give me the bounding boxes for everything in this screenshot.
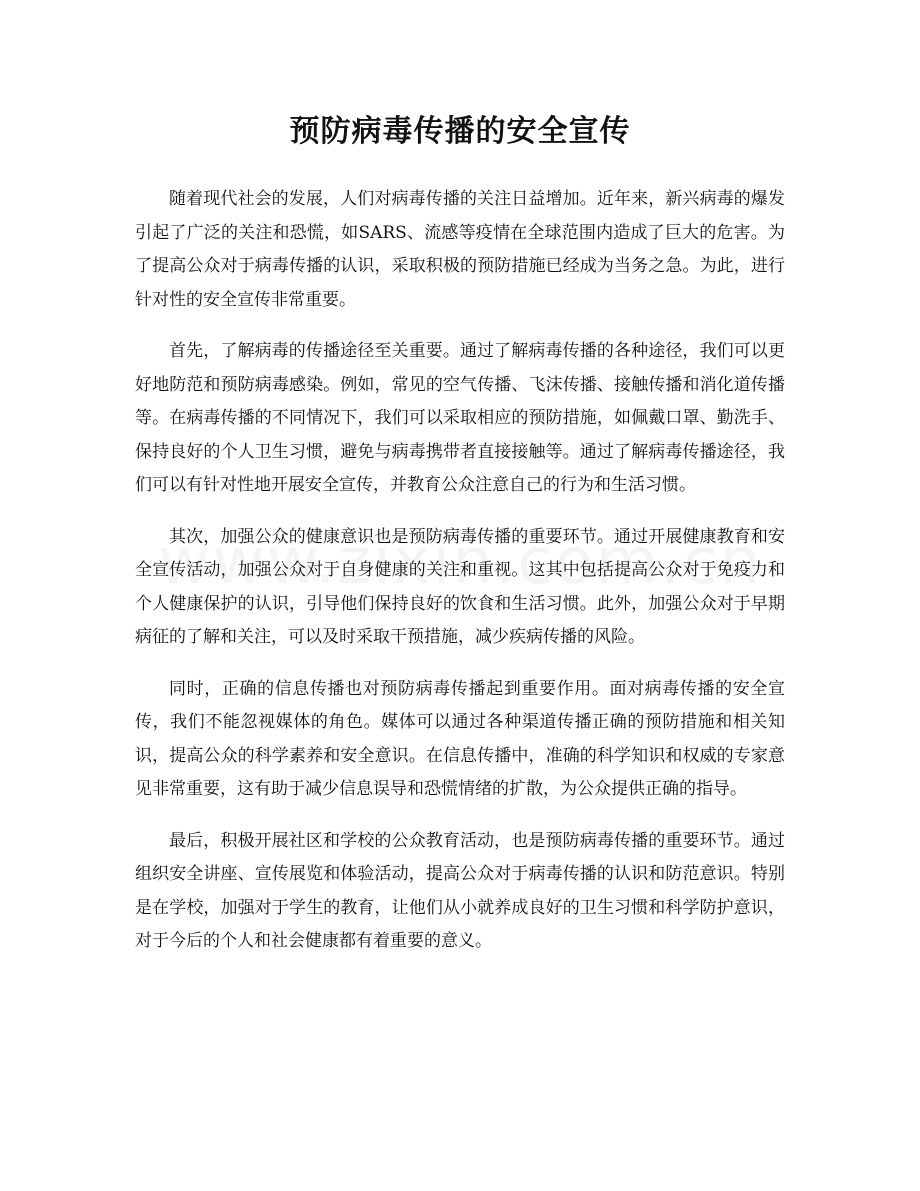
- paragraph-2: 首先，了解病毒的传播途径至关重要。通过了解病毒传播的各种途径，我们可以更好地防范和预防病毒感染。例如，常见的空气传播、飞沫传播、接触传播和消化道传播等。在病毒传播的不同情况下，我们可以采取相应的预防措施，如佩戴口罩、勤洗手、保持良好的个人卫生习惯，避免与病毒携带者直接接触等。通过了解病毒传播途径，我们可以有针对性地开展安全宣传，并教育公众注意自己的行为和生活习惯。: [135, 341, 785, 495]
- paragraph-5: 最后，积极开展社区和学校的公众教育活动，也是预防病毒传播的重要环节。通过组织安全讲座、宣传展览和体验活动，提高公众对于病毒传播的认识和防范意识。特别是在学校，加强对于学生的教育，让他们从小就养成良好的卫生习惯和科学防护意识，对于今后的个人和社会健康都有着重要的意义。: [135, 830, 785, 951]
- paragraph-3: 其次，加强公众的健康意识也是预防病毒传播的重要环节。通过开展健康教育和安全宣传活动，加强公众对于自身健康的关注和重视。这其中包括提高公众对于免疫力和个人健康保护的认识，引导他们保持良好的饮食和生活习惯。此外，加强公众对于早期病征的了解和关注，可以及时采取干预措施，减少疾病传播的风险。: [135, 526, 785, 647]
- document-body: [135, 183, 785, 977]
- document-title: 预防病毒传播的安全宣传: [289, 114, 631, 149]
- paragraph-1: 随着现代社会的发展，人们对病毒传播的关注日益增加。近年来，新兴病毒的爆发引起了广泛的关注和恐慌，如SARS、流感等疫情在全球范围内造成了巨大的危害。为了提高公众对于病毒传播的认识，采取积极的预防措施已经成为当务之急。为此，进行针对性的安全宣传非常重要。: [135, 189, 785, 310]
- paragraph-4: 同时，正确的信息传播也对预防病毒传播起到重要作用。面对病毒传播的安全宣传，我们不能忽视媒体的角色。媒体可以通过各种渠道传播正确的预防措施和相关知识，提高公众的科学素养和安全意识。在信息传播中，准确的科学知识和权威的专家意见非常重要，这有助于减少信息误导和恐慌情绪的扩散，为公众提供正确的指导。: [135, 678, 785, 799]
